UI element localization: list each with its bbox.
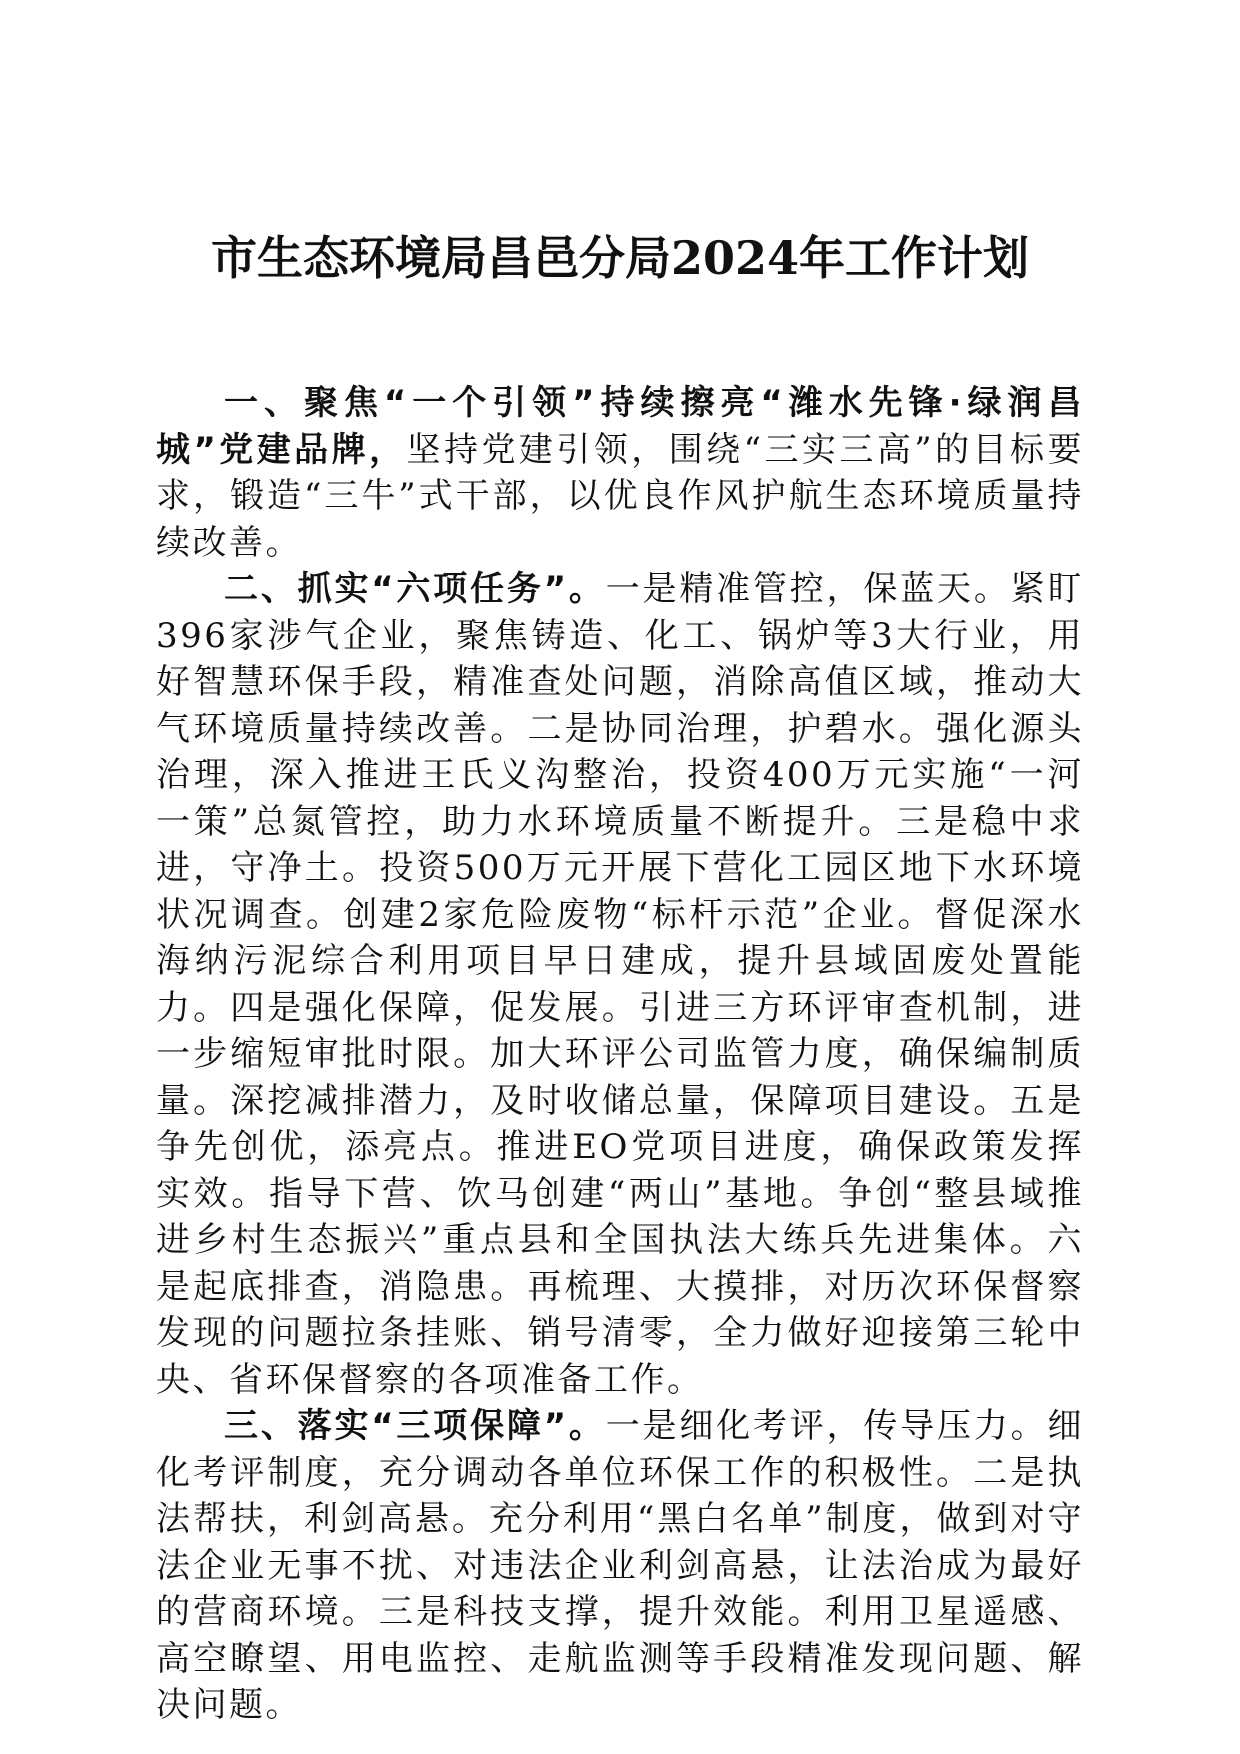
paragraph-2-heading: 二、抓实“六项任务”。: [224, 569, 606, 609]
paragraph-3: [156, 1403, 1084, 1729]
paragraph-3-heading: 三、落实“三项保障”。: [224, 1406, 606, 1446]
paragraph-3-text: 一是细化考评，传导压力。细化考评制度，充分调动各单位环保工作的积极性。二是执法帮扶，利剑高悬。充分利用“黑白名单”制度，做到对守法企业无事不扰、对违法企业利剑高悬，让法治成为最好的营商环境。三是科技支撑，提升效能。利用卫星遥感、高空瞭望、用电监控、走航监测等手段精准发现问题、解决问题。: [156, 1406, 1084, 1725]
paragraph-2: [156, 566, 1084, 1403]
paragraph-1: [156, 380, 1084, 566]
paragraph-1-text: 坚持党建引领，围绕“三实三高”的目标要求，锻造“三牛”式干部，以优良作风护航生态环境质量持续改善。: [156, 429, 1084, 563]
paragraph-1-heading: 一、聚焦“一个引领”持续擦亮“潍水先锋·绿润昌城”党建品牌，: [156, 383, 1084, 470]
document-body: [156, 380, 1084, 1729]
paragraph-2-text: 一是精准管控，保蓝天。紧盯396家涉气企业，聚焦铸造、化工、锅炉等3大行业，用好智慧环保手段，精准查处问题，消除高值区域，推动大气环境质量持续改善。二是协同治理，护碧水。强化源头治理，深入推进王氏义沟整治，投资400万元实施“一河一策”总氮管控，助力水环境质量不断提升。三是稳中求进，守净土。投资500万元开展下营化工园区地下水环境状况调查。创建2家危险废物“标杆示范”企业。督促深水海纳污泥综合利用项目早日建成，提升县域固废处置能力。四是强化保障，促发展。引进三方环评审查机制，进一步缩短审批时限。加大环评公司监管力度，确保编制质量。深挖减排潜力，及时收储总量，保障项目建设。五是争先创优，添亮点。推进EO党项目进度，确保政策发挥实效。指导下营、饮马创建“两山”基地。争创“整县域推进乡村生态振兴”重点县和全国执法大练兵先进集体。六是起底排查，消隐患。再梳理、大摸排，对历次环保督察发现的问题拉条挂账、销号清零，全力做好迎接第三轮中央、省环保督察的各项准备工作。: [156, 569, 1084, 1400]
page-title: 市生态环境局昌邑分局2024年工作计划: [210, 231, 1030, 285]
